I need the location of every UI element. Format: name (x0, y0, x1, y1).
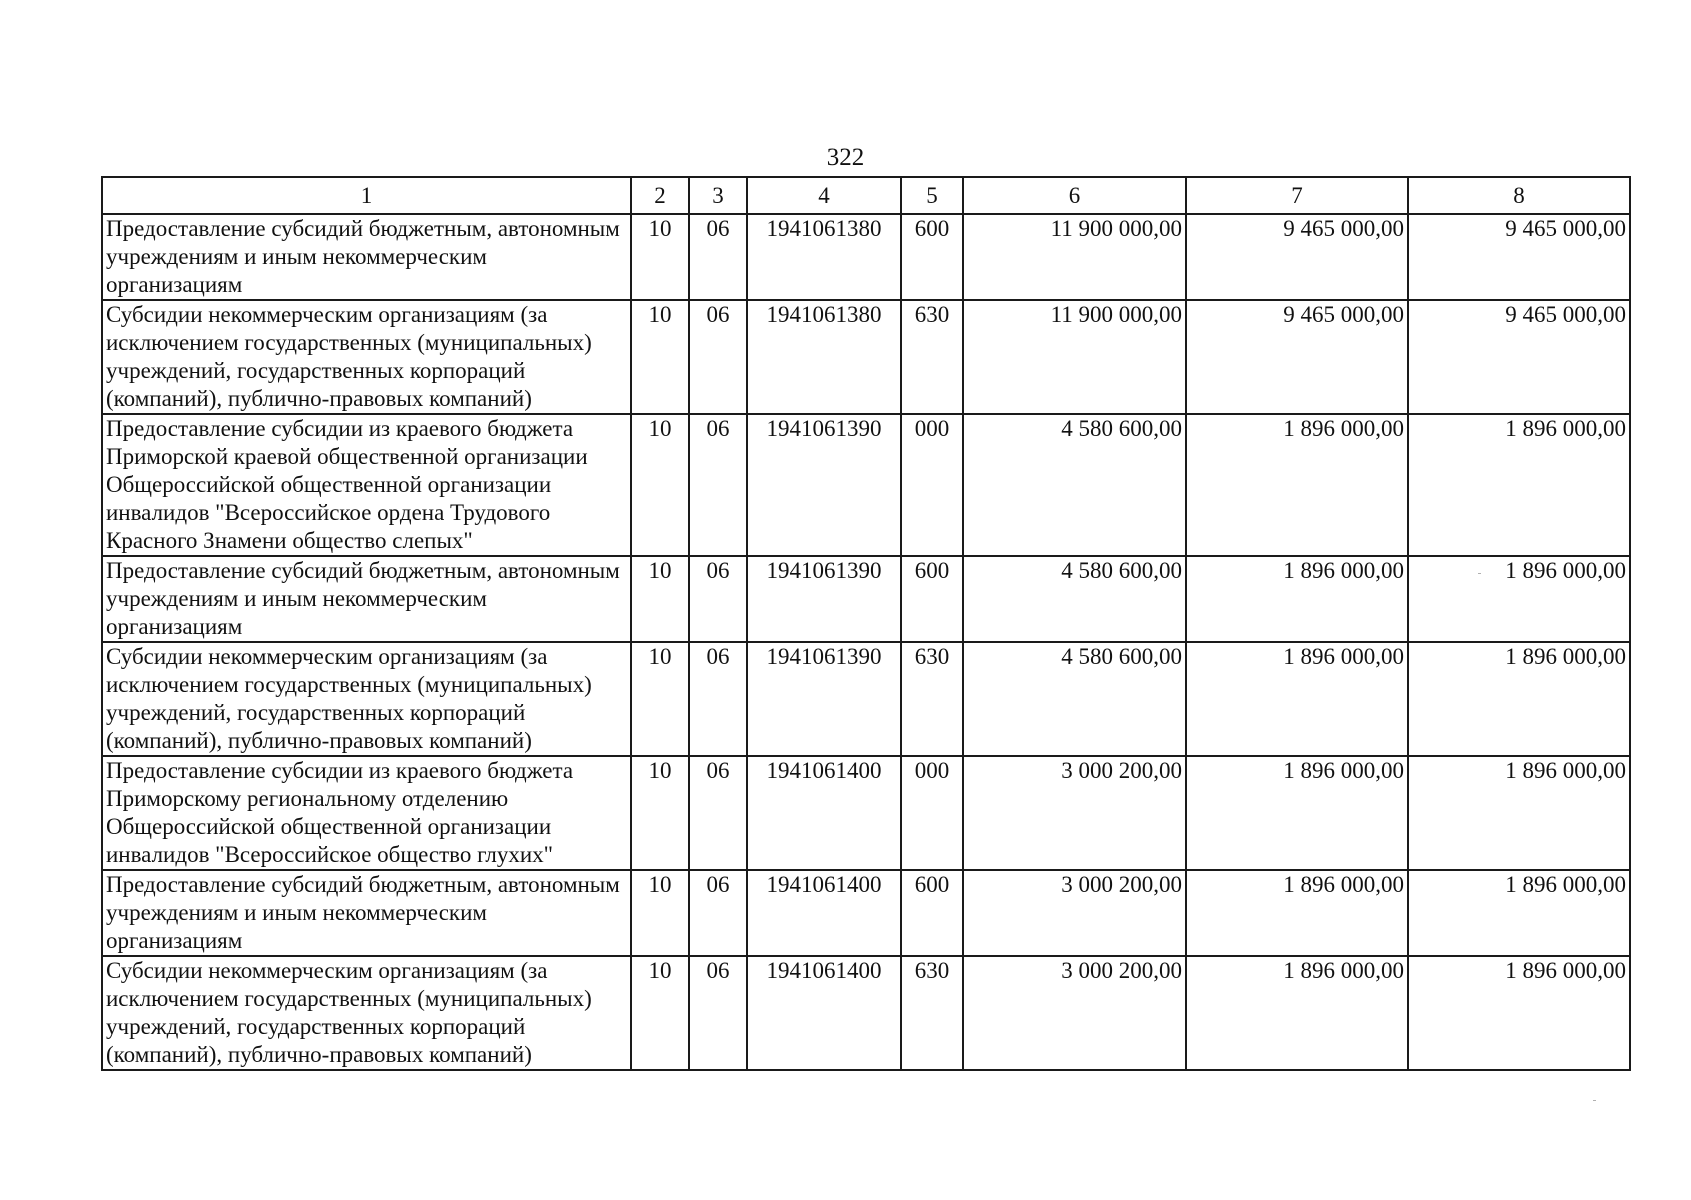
header-cell-3: 3 (689, 177, 747, 214)
header-cell-6: 6 (963, 177, 1186, 214)
row-amount-7: 1 896 000,00 (1186, 870, 1408, 956)
header-cell-7: 7 (1186, 177, 1408, 214)
row-section: 10 (631, 956, 689, 1070)
row-name: Субсидии некоммерческим организациям (за исключением государственных (муниципальных) учреждений, государственных корпораций (компаний), публично-правовых компаний) (102, 956, 631, 1070)
row-target-article: 1941061390 (747, 642, 901, 756)
row-expense-type: 000 (901, 414, 963, 556)
row-amount-6: 3 000 200,00 (963, 756, 1186, 870)
table-row (102, 642, 1630, 756)
page-number: 322 (826, 144, 865, 171)
row-subsection: 06 (689, 214, 747, 300)
header-cell-5: 5 (901, 177, 963, 214)
row-amount-8: 9 465 000,00 (1408, 300, 1630, 414)
row-amount-6: 4 580 600,00 (963, 414, 1186, 556)
row-expense-type: 630 (901, 300, 963, 414)
row-name: Предоставление субсидии из краевого бюджета Приморской краевой общественной организации Общероссийской общественной организации инвалидов "Всероссийское ордена Трудового Красного Знамени общество слепых" (102, 414, 631, 556)
row-target-article: 1941061390 (747, 414, 901, 556)
row-subsection: 06 (689, 756, 747, 870)
budget-table (101, 176, 1631, 1071)
row-target-article: 1941061400 (747, 756, 901, 870)
row-amount-6: 4 580 600,00 (963, 556, 1186, 642)
row-amount-8: 1 896 000,00 (1408, 642, 1630, 756)
row-amount-8: 1 896 000,00 (1408, 956, 1630, 1070)
row-amount-8: 1 896 000,00 (1408, 756, 1630, 870)
row-subsection: 06 (689, 414, 747, 556)
row-amount-7: 9 465 000,00 (1186, 214, 1408, 300)
row-name: Субсидии некоммерческим организациям (за исключением государственных (муниципальных) учреждений, государственных корпораций (компаний), публично-правовых компаний) (102, 642, 631, 756)
row-amount-6: 3 000 200,00 (963, 956, 1186, 1070)
row-amount-7: 1 896 000,00 (1186, 756, 1408, 870)
row-expense-type: 630 (901, 642, 963, 756)
row-expense-type: 600 (901, 870, 963, 956)
row-target-article: 1941061380 (747, 214, 901, 300)
table-row (102, 870, 1630, 956)
row-amount-6: 11 900 000,00 (963, 214, 1186, 300)
row-expense-type: 600 (901, 214, 963, 300)
row-target-article: 1941061400 (747, 870, 901, 956)
row-section: 10 (631, 756, 689, 870)
row-amount-7: 1 896 000,00 (1186, 556, 1408, 642)
row-name: Субсидии некоммерческим организациям (за исключением государственных (муниципальных) учреждений, государственных корпораций (компаний), публично-правовых компаний) (102, 300, 631, 414)
table-row (102, 956, 1630, 1070)
row-section: 10 (631, 642, 689, 756)
header-cell-8: 8 (1408, 177, 1630, 214)
row-amount-8: 1 896 000,00 (1408, 870, 1630, 956)
row-section: 10 (631, 556, 689, 642)
row-amount-7: 9 465 000,00 (1186, 300, 1408, 414)
row-name: Предоставление субсидии из краевого бюджета Приморскому региональному отделению Общероссийской общественной организации инвалидов "Всероссийское общество глухих" (102, 756, 631, 870)
row-amount-8: 1 896 000,00 (1408, 414, 1630, 556)
row-subsection: 06 (689, 556, 747, 642)
table-row (102, 756, 1630, 870)
row-name: Предоставление субсидий бюджетным, автономным учреждениям и иным некоммерческим организациям (102, 870, 631, 956)
row-amount-8: 9 465 000,00 (1408, 214, 1630, 300)
row-amount-7: 1 896 000,00 (1186, 414, 1408, 556)
table-row (102, 414, 1630, 556)
scan-speck (1593, 1100, 1596, 1101)
row-name: Предоставление субсидий бюджетным, автономным учреждениям и иным некоммерческим организациям (102, 556, 631, 642)
row-section: 10 (631, 300, 689, 414)
row-name: Предоставление субсидий бюджетным, автономным учреждениям и иным некоммерческим организациям (102, 214, 631, 300)
row-subsection: 06 (689, 642, 747, 756)
row-target-article: 1941061400 (747, 956, 901, 1070)
row-amount-7: 1 896 000,00 (1186, 642, 1408, 756)
table-row (102, 214, 1630, 300)
row-subsection: 06 (689, 870, 747, 956)
row-amount-7: 1 896 000,00 (1186, 956, 1408, 1070)
header-cell-1: 1 (102, 177, 631, 214)
scan-speck (1478, 573, 1481, 574)
row-section: 10 (631, 414, 689, 556)
table-row (102, 300, 1630, 414)
row-subsection: 06 (689, 300, 747, 414)
row-amount-6: 4 580 600,00 (963, 642, 1186, 756)
row-expense-type: 600 (901, 556, 963, 642)
row-target-article: 1941061380 (747, 300, 901, 414)
header-row (102, 177, 1630, 214)
row-amount-6: 11 900 000,00 (963, 300, 1186, 414)
header-cell-2: 2 (631, 177, 689, 214)
row-amount-6: 3 000 200,00 (963, 870, 1186, 956)
row-section: 10 (631, 870, 689, 956)
row-amount-8: 1 896 000,00 (1408, 556, 1630, 642)
row-target-article: 1941061390 (747, 556, 901, 642)
table-row (102, 556, 1630, 642)
row-subsection: 06 (689, 956, 747, 1070)
header-cell-4: 4 (747, 177, 901, 214)
row-expense-type: 630 (901, 956, 963, 1070)
row-expense-type: 000 (901, 756, 963, 870)
row-section: 10 (631, 214, 689, 300)
